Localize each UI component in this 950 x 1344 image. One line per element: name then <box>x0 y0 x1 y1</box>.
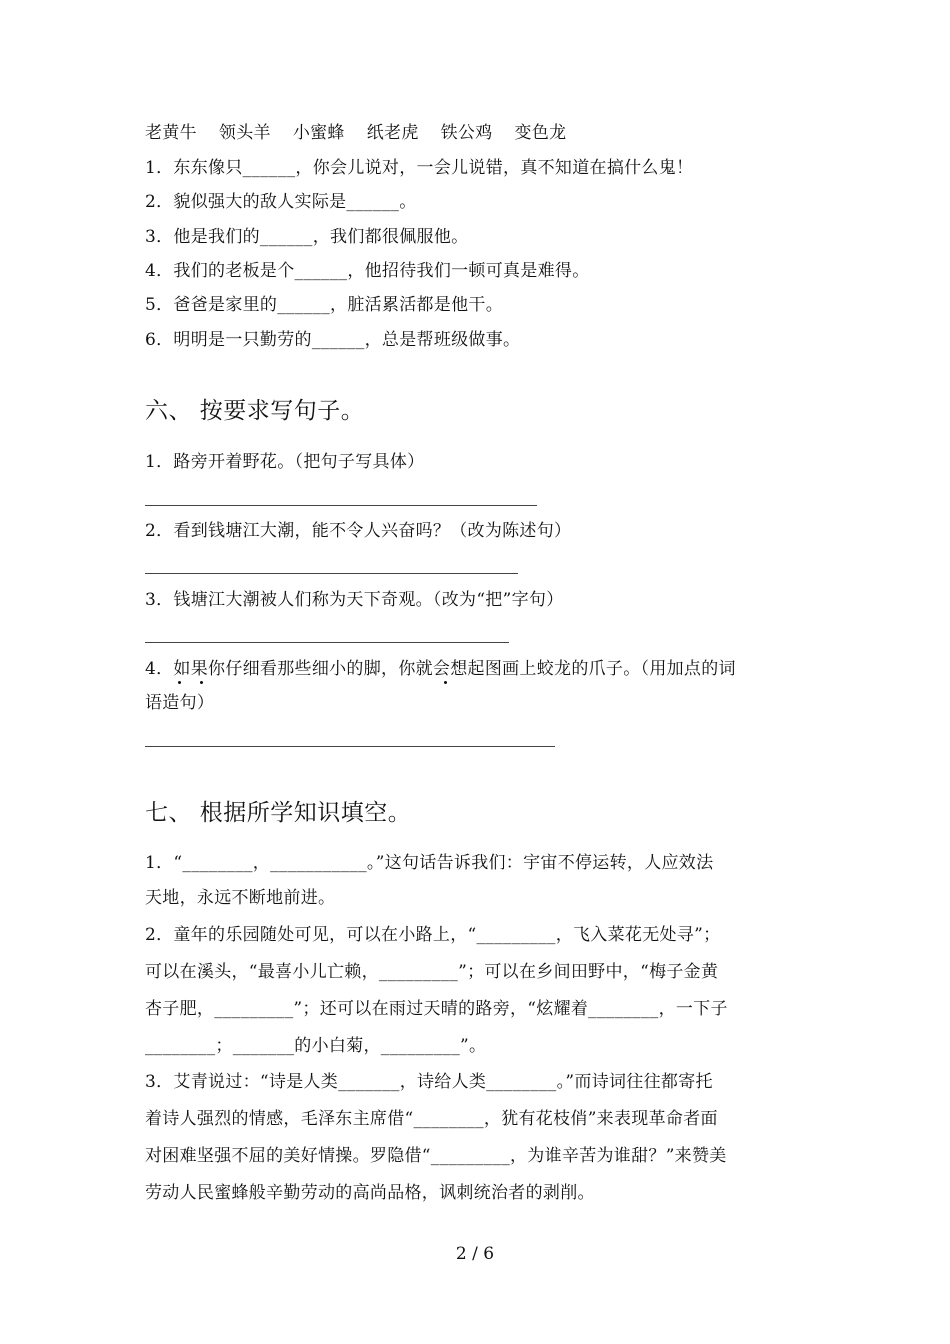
section-7-line: 劳动人民蜜蜂般辛勤劳动的高尚品格，讽刺统治者的剥削。 <box>145 1183 595 1203</box>
section-7-line: 可以在溪头，“最喜小儿亡赖，_________”；可以在乡间田野中，“梅子金黄 <box>145 962 719 982</box>
section-6-question-4: 4．如果你仔细看那些细小的脚，你就会想起图画上蛟龙的爪子。（用加点的词 <box>145 659 736 679</box>
section-6-question-3: 3．钱塘江大潮被人们称为天下奇观。（改为“把”字句） <box>145 590 564 610</box>
section-6-heading: 六、 按要求写句子。 <box>145 398 365 424</box>
section-7-line: 1．“________，___________。”这句话告诉我们：宇宙不停运转，人应效法 <box>145 853 714 873</box>
answer-line-4[interactable] <box>145 746 555 747</box>
word-bank-item: 领头羊 <box>218 123 271 143</box>
section-7-line: ________；_______的小白菊，_________”。 <box>145 1036 487 1056</box>
section-7-line: 着诗人强烈的情感，毛泽东主席借“________，犹有花枝俏”来表现革命者面 <box>145 1109 718 1129</box>
fill-item-2: 2．貌似强大的敌人实际是______。 <box>145 192 417 212</box>
word-bank <box>145 122 588 144</box>
answer-line-1[interactable] <box>145 505 537 506</box>
section-7-line: 2．童年的乐园随处可见，可以在小路上，“_________，飞入菜花无处寻”； <box>145 925 721 945</box>
fill-item-3: 3．他是我们的______，我们都很佩服他。 <box>145 227 469 247</box>
fill-item-4: 4．我们的老板是个______，他招待我们一顿可真是难得。 <box>145 261 590 281</box>
section-7-line: 杏子肥，_________”；还可以在雨过天晴的路旁，“炫耀着________，一下子 <box>145 999 728 1019</box>
word-bank-item: 小蜜蜂 <box>292 123 345 143</box>
fill-item-5: 5．爸爸是家里的______，脏活累活都是他干。 <box>145 295 504 315</box>
fill-item-1: 1．东东像只______，你会儿说对，一会儿说错，真不知道在搞什么鬼！ <box>145 158 694 178</box>
section-7-heading: 七、 根据所学知识填空。 <box>145 800 412 826</box>
word-bank-item: 变色龙 <box>514 123 567 143</box>
word-bank-item: 铁公鸡 <box>440 123 493 143</box>
answer-line-2[interactable] <box>145 573 518 574</box>
fill-item-6: 6．明明是一只勤劳的______，总是帮班级做事。 <box>145 330 521 350</box>
emphasis-dot <box>200 681 203 684</box>
section-6-question-4-cont: 语造句） <box>145 693 215 713</box>
emphasis-dot <box>178 681 181 684</box>
emphasis-dot <box>444 681 447 684</box>
section-6-question-1: 1．路旁开着野花。（把句子写具体） <box>145 452 425 472</box>
word-bank-item: 纸老虎 <box>366 123 419 143</box>
word-bank-item: 老黄牛 <box>145 123 197 143</box>
section-7-line: 3．艾青说过：“诗是人类_______，诗给人类________。”而诗词往往都寄托 <box>145 1072 713 1092</box>
section-7-line: 对困难坚强不屈的美好情操。罗隐借“_________，为谁辛苦为谁甜？”来赞美 <box>145 1146 727 1166</box>
page-number: 2 / 6 <box>455 1244 495 1264</box>
answer-line-3[interactable] <box>145 642 509 643</box>
section-6-question-2: 2．看到钱塘江大潮，能不令人兴奋吗？（改为陈述句） <box>145 521 572 541</box>
section-7-line: 天地，永远不断地前进。 <box>145 888 336 908</box>
